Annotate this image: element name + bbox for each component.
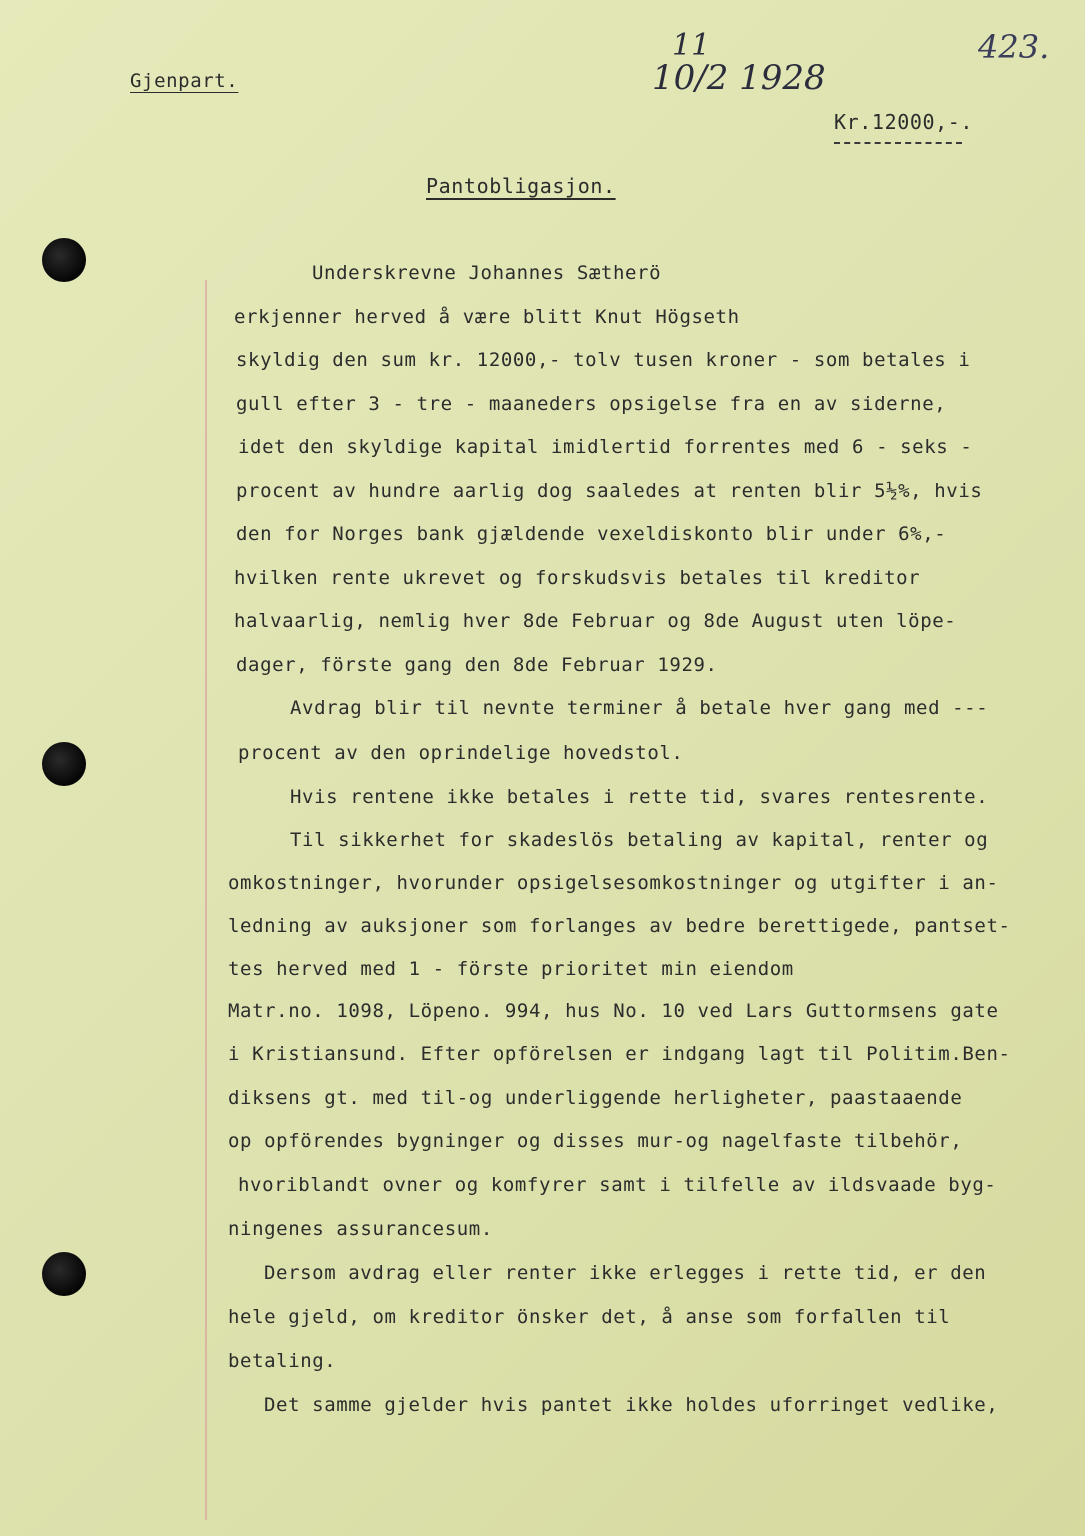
body-line: Underskrevne Johannes Sætherö bbox=[312, 262, 662, 284]
body-line: op opförendes bygninger og disses mur-og nagelfaste tilbehör, bbox=[228, 1130, 963, 1152]
body-line: betaling. bbox=[228, 1350, 337, 1372]
body-line: ledning av auksjoner som forlanges av bedre berettigede, pantset- bbox=[228, 915, 1011, 937]
document-title: Pantobligasjon. bbox=[426, 174, 616, 198]
body-line: omkostninger, hvorunder opsigelsesomkostninger og utgifter i an- bbox=[228, 872, 999, 894]
body-line: hvoriblandt ovner og komfyrer samt i tilfelle av ildsvaade byg- bbox=[238, 1174, 997, 1196]
body-line: hvilken rente ukrevet og forskudsvis betales til kreditor bbox=[234, 567, 921, 589]
body-line: idet den skyldige kapital imidlertid forrentes med 6 - seks - bbox=[238, 436, 973, 458]
handwritten-date: 10/2 1928 bbox=[652, 58, 826, 98]
body-line: procent av hundre aarlig dog saaledes at renten blir 5½%, hvis bbox=[236, 480, 983, 502]
body-line: den for Norges bank gjældende vexeldiskonto blir under 6%,- bbox=[236, 523, 947, 545]
body-line: Det samme gjelder hvis pantet ikke holdes uforringet vedlike, bbox=[264, 1394, 999, 1416]
body-line: tes herved med 1 - förste prioritet min eiendom bbox=[228, 958, 794, 980]
amount-label: Kr.12000,-. bbox=[834, 110, 974, 134]
handwritten-day-mark: 11 bbox=[672, 28, 711, 63]
body-line: Matr.no. 1098, Löpeno. 994, hus No. 10 ved Lars Guttormsens gate bbox=[228, 1000, 999, 1022]
body-line: ningenes assurancesum. bbox=[228, 1218, 493, 1240]
body-line: Til sikkerhet for skadeslös betaling av kapital, renter og bbox=[290, 829, 989, 851]
copy-label: Gjenpart. bbox=[130, 70, 239, 92]
body-line: dager, förste gang den 8de Februar 1929. bbox=[236, 654, 718, 676]
body-line: i Kristiansund. Efter opförelsen er indgang lagt til Politim.Ben- bbox=[228, 1043, 1011, 1065]
body-line: Hvis rentene ikke betales i rette tid, svares rentesrente. bbox=[290, 786, 989, 808]
body-line: Avdrag blir til nevnte terminer å betale hver gang med --- bbox=[290, 697, 989, 719]
body-line: Dersom avdrag eller renter ikke erlegges i rette tid, er den bbox=[264, 1262, 987, 1284]
body-line: procent av den oprindelige hovedstol. bbox=[238, 742, 684, 764]
body-line: erkjenner herved å være blitt Knut Högseth bbox=[234, 306, 740, 328]
body-line: hele gjeld, om kreditor önsker det, å anse som forfallen til bbox=[228, 1306, 951, 1328]
page-number: 423. bbox=[978, 28, 1050, 66]
body-line: gull efter 3 - tre - maaneders opsigelse fra en av siderne, bbox=[236, 393, 947, 415]
body-line: halvaarlig, nemlig hver 8de Februar og 8de August uten löpe- bbox=[234, 610, 957, 632]
body-line: skyldig den sum kr. 12000,- tolv tusen kroner - som betales i bbox=[236, 349, 971, 371]
body-line: diksens gt. med til-og underliggende herligheter, paastaaende bbox=[228, 1087, 963, 1109]
